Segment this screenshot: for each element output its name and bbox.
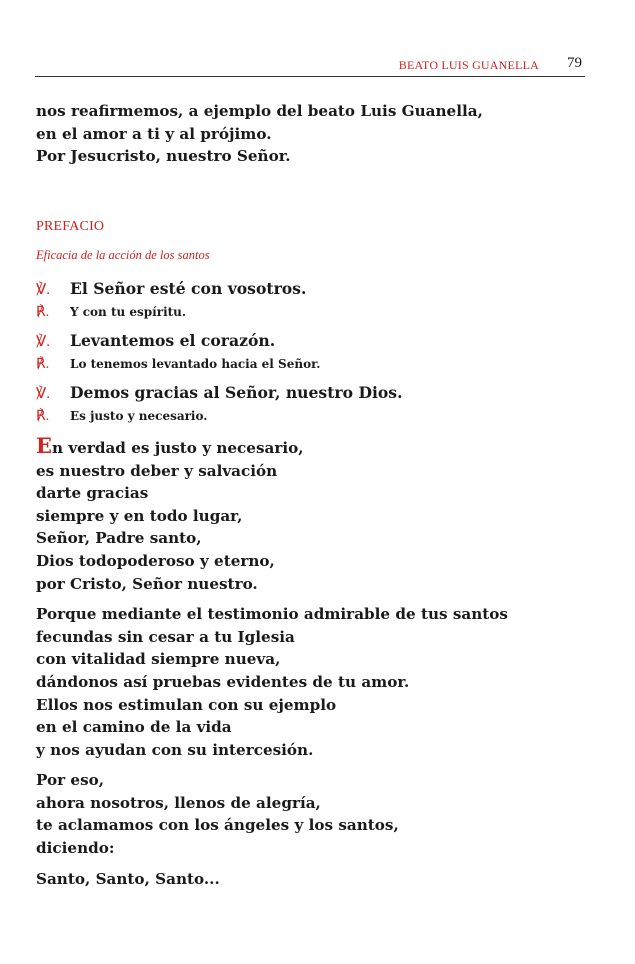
paragraph-line: Señor, Padre santo, bbox=[36, 529, 202, 548]
paragraph-line: siempre y en todo lugar, bbox=[36, 506, 243, 525]
response bbox=[36, 354, 596, 375]
paragraph-line: por Cristo, Señor nuestro. bbox=[36, 574, 258, 593]
prayer-line: nos reafirmemos, a ejemplo del beato Luis Guanella, bbox=[36, 102, 483, 120]
paragraph-line: Porque mediante el testimonio admirable de tus santos bbox=[36, 605, 508, 624]
versicle bbox=[36, 329, 596, 354]
versicle-text: El Señor esté con vosotros. bbox=[70, 278, 307, 298]
response-symbol: ℟. bbox=[36, 304, 50, 320]
page-number: 79 bbox=[567, 55, 582, 71]
response bbox=[36, 406, 596, 427]
paragraph-line: diciendo: bbox=[36, 839, 115, 858]
prayer-line: Por Jesucristo, nuestro Señor. bbox=[36, 147, 291, 166]
paragraph-line: fecundas sin cesar a tu Iglesia bbox=[36, 627, 295, 646]
versicle-text: Levantemos el corazón. bbox=[70, 330, 276, 350]
versicle-symbol: ℣. bbox=[36, 333, 51, 350]
dialog-exchange bbox=[36, 277, 596, 323]
preface-paragraph bbox=[36, 603, 596, 761]
versicle-symbol: ℣. bbox=[36, 281, 51, 298]
versicle-symbol: ℣. bbox=[36, 385, 51, 402]
page-content bbox=[36, 100, 596, 890]
paragraph-line bbox=[36, 432, 596, 460]
prayer-conclusion bbox=[36, 100, 596, 168]
versicle bbox=[36, 381, 596, 406]
sanctus-paragraph bbox=[36, 868, 596, 891]
section-subtitle: Eficacia de la acción de los santos bbox=[36, 248, 210, 263]
paragraph-line: Ellos nos estimulan con su ejemplo bbox=[36, 695, 337, 714]
versicle-text: Demos gracias al Señor, nuestro Dios. bbox=[70, 382, 403, 402]
drop-cap: E bbox=[36, 432, 53, 458]
section-title: PREFACIO bbox=[36, 218, 105, 234]
paragraph-line: ahora nosotros, llenos de alegría, bbox=[36, 793, 321, 812]
response-text: Es justo y necesario. bbox=[70, 408, 208, 423]
preface-dialog bbox=[36, 277, 596, 427]
response-symbol: ℟. bbox=[36, 408, 50, 424]
versicle bbox=[36, 277, 596, 302]
first-line-rest: n verdad es justo y necesario, bbox=[52, 438, 304, 457]
preface-paragraph bbox=[36, 769, 596, 859]
preface-paragraph bbox=[36, 432, 596, 595]
response-symbol: ℟. bbox=[36, 356, 50, 372]
paragraph-line: dándonos así pruebas evidentes de tu amor. bbox=[36, 672, 410, 691]
paragraph-line: Por eso, bbox=[36, 771, 105, 790]
paragraph-line: y nos ayudan con su intercesión. bbox=[36, 740, 314, 759]
prayer-line: en el amor a ti y al prójimo. bbox=[36, 124, 272, 143]
dialog-exchange bbox=[36, 381, 596, 427]
page-header bbox=[35, 56, 585, 77]
dialog-exchange bbox=[36, 329, 596, 375]
paragraph-line: darte gracias bbox=[36, 484, 149, 503]
paragraph-line: te aclamamos con los ángeles y los santos, bbox=[36, 816, 399, 835]
response-text: Y con tu espíritu. bbox=[70, 304, 187, 319]
response bbox=[36, 302, 596, 323]
paragraph-line: en el camino de la vida bbox=[36, 718, 232, 737]
response-text: Lo tenemos levantado hacia el Señor. bbox=[70, 356, 321, 371]
paragraph-line: es nuestro deber y salvación bbox=[36, 461, 278, 480]
paragraph-line: con vitalidad siempre nueva, bbox=[36, 650, 281, 669]
paragraph-line: Santo, Santo, Santo... bbox=[36, 869, 220, 888]
paragraph-line: Dios todopoderoso y eterno, bbox=[36, 551, 275, 570]
running-title: BEATO LUIS GUANELLA bbox=[398, 58, 539, 72]
